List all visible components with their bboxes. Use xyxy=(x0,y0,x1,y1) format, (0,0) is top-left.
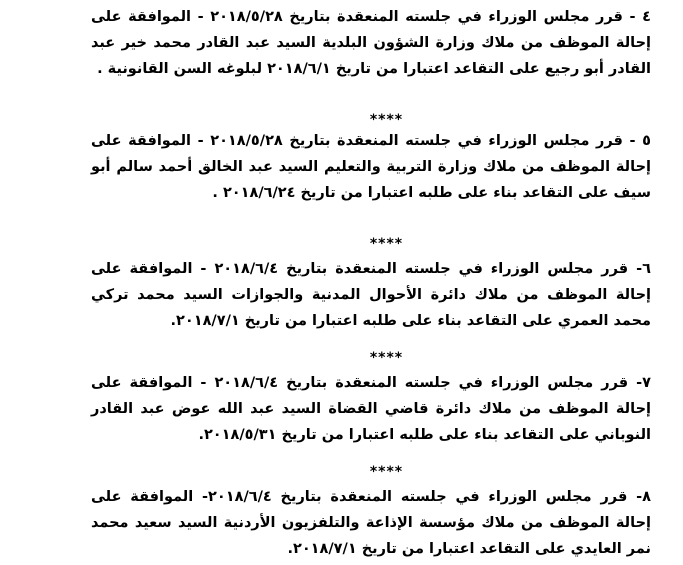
item-number: ٧- xyxy=(628,375,651,391)
decision-item xyxy=(91,256,651,334)
item-text: قرر مجلس الوزراء في جلسته المنعقدة بتاريخ ٢٠١٨/٦/٤- الموافقة على إحالة الموظف من ملاك مؤسسة الإذاعة والتلفزيون الأردنية السيد سعيد محمد نمر العايدي على التقاعد اعتبارا من تاريخ ٢٠١٨/٧/١. xyxy=(91,489,651,557)
item-number: ٨- xyxy=(627,489,651,505)
separator: **** xyxy=(369,236,404,252)
decision-item xyxy=(91,128,651,206)
item-text: قرر مجلس الوزراء في جلسته المنعقدة بتاريخ ٢٠١٨/٥/٢٨ - الموافقة على إحالة الموظف من ملاك وزارة الشؤون البلدية السيد عبد القادر محمد خير عبد القادر أبو رجيع على التقاعد اعتبارا من تاريخ ٢٠١٨/٦/١ لبلوغه السن القانونية . xyxy=(91,9,651,77)
decision-item xyxy=(91,370,651,448)
item-text: قرر مجلس الوزراء في جلسته المنعقدة بتاريخ ٢٠١٨/٥/٢٨ - الموافقة على إحالة الموظف من ملاك وزارة التربية والتعليم السيد عبد الخالق أحمد سالم أبو سيف على التقاعد بناء على طلبه اعتبارا من تاريخ ٢٠١٨/٦/٢٤ . xyxy=(91,133,651,201)
item-number: ٤ - xyxy=(622,9,651,25)
item-number: ٥ - xyxy=(622,133,651,149)
separator: **** xyxy=(369,464,404,480)
item-text: قرر مجلس الوزراء في جلسته المنعقدة بتاريخ ٢٠١٨/٦/٤ - الموافقة على إحالة الموظف من ملاك دائرة قاضي القضاة السيد عبد الله عوض عبد القادر النوباني على التقاعد بناء على طلبه اعتبارا من تاريخ ٢٠١٨/٥/٣١. xyxy=(91,375,651,443)
decision-item xyxy=(91,4,651,82)
item-number: ٦- xyxy=(628,261,651,277)
separator: **** xyxy=(369,350,404,366)
decision-item xyxy=(91,484,651,562)
item-text: قرر مجلس الوزراء في جلسته المنعقدة بتاريخ ٢٠١٨/٦/٤ - الموافقة على إحالة الموظف من ملاك دائرة الأحوال المدنية والجوازات السيد محمد تركي محمد العمري على التقاعد بناء على طلبه اعتبارا من تاريخ ٢٠١٨/٧/١. xyxy=(91,261,651,329)
separator: **** xyxy=(369,112,404,128)
